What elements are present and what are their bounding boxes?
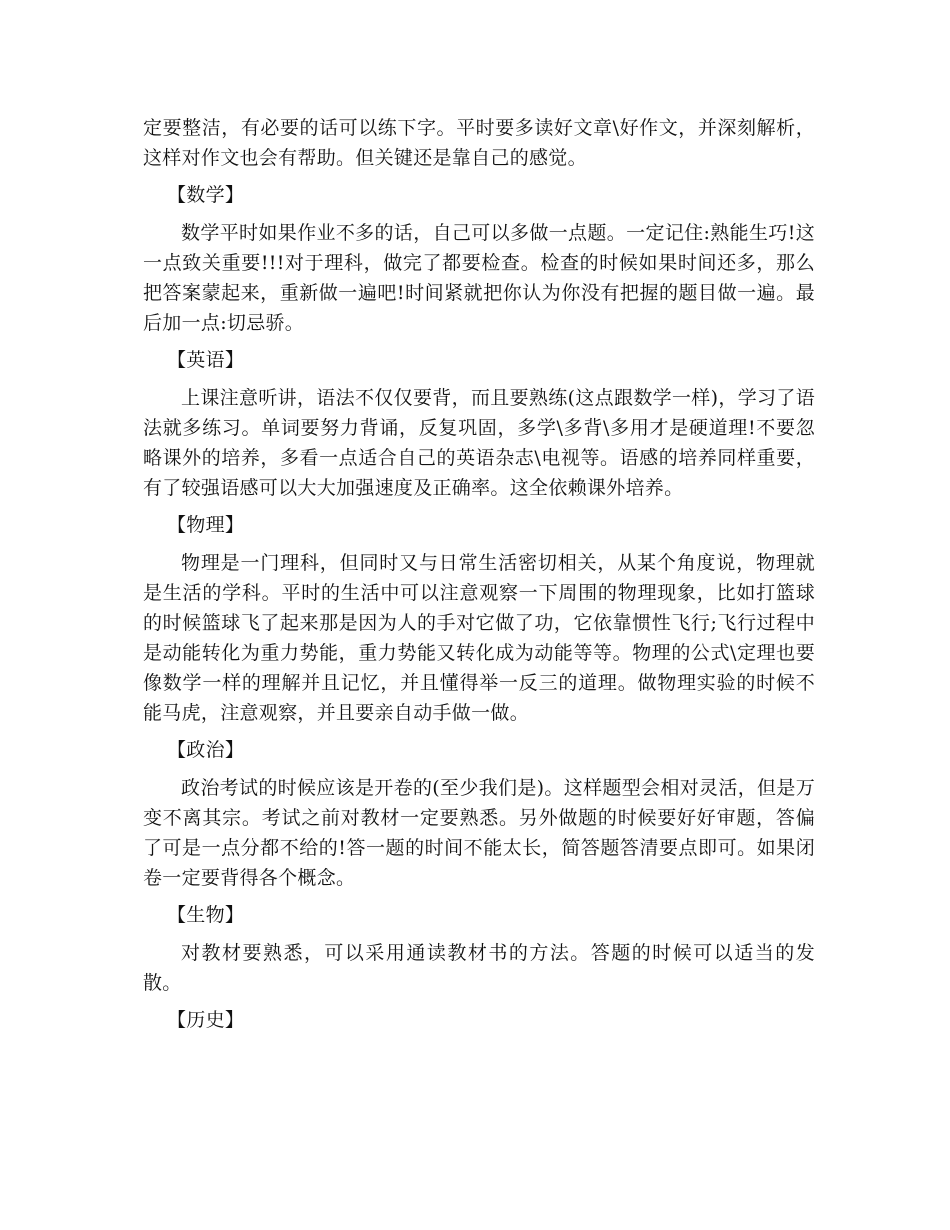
section-heading-physics: 【物理】 xyxy=(167,514,245,536)
section-heading-politics: 【政治】 xyxy=(167,739,245,761)
section-heading-english: 【英语】 xyxy=(167,349,245,371)
intro-paragraph: 定要整洁，有必要的话可以练下字。平时要多读好文章\好作文，并深刻解析，这样对作文也会有帮助。但关键还是靠自己的感觉。 xyxy=(143,117,815,169)
section-heading-math: 【数学】 xyxy=(167,184,245,206)
section-paragraph-math: 数学平时如果作业不多的话，自己可以多做一点题。一定记住:熟能生巧!这一点致关重要!!!对于理科，做完了都要检查。检查的时候如果时间还多，那么把答案蒙起来，重新做一遍吧!时间紧就把你认为你没有把握的题目做一遍。最后加一点:切忌骄。 xyxy=(143,222,815,334)
section-paragraph-biology: 对教材要熟悉，可以采用通读教材书的方法。答题的时候可以适当的发散。 xyxy=(143,942,815,994)
section-heading-biology: 【生物】 xyxy=(167,904,245,926)
section-heading-history: 【历史】 xyxy=(167,1009,245,1031)
section-paragraph-english: 上课注意听讲，语法不仅仅要背，而且要熟练(这点跟数学一样)，学习了语法就多练习。单词要努力背诵，反复巩固，多学\多背\多用才是硬道理!不要忽略课外的培养，多看一点适合自己的英语杂志\电视等。语感的培养同样重要，有了较强语感可以大大加强速度及正确率。这全依赖课外培养。 xyxy=(143,387,815,499)
section-paragraph-politics: 政治考试的时候应该是开卷的(至少我们是)。这样题型会相对灵活，但是万变不离其宗。考试之前对教材一定要熟悉。另外做题的时候要好好审题，答偏了可是一点分都不给的!答一题的时间不能太长，简答题答清要点即可。如果闭卷一定要背得各个概念。 xyxy=(143,777,815,889)
document-page xyxy=(143,113,815,1043)
section-paragraph-physics: 物理是一门理科，但同时又与日常生活密切相关，从某个角度说，物理就是生活的学科。平时的生活中可以注意观察一下周围的物理现象，比如打篮球的时候篮球飞了起来那是因为人的手对它做了功，它依靠惯性飞行;飞行过程中是动能转化为重力势能，重力势能又转化成为动能等等。物理的公式\定理也要像数学一样的理解并且记忆，并且懂得举一反三的道理。做物理实验的时候不能马虎，注意观察，并且要亲自动手做一做。 xyxy=(143,552,815,724)
